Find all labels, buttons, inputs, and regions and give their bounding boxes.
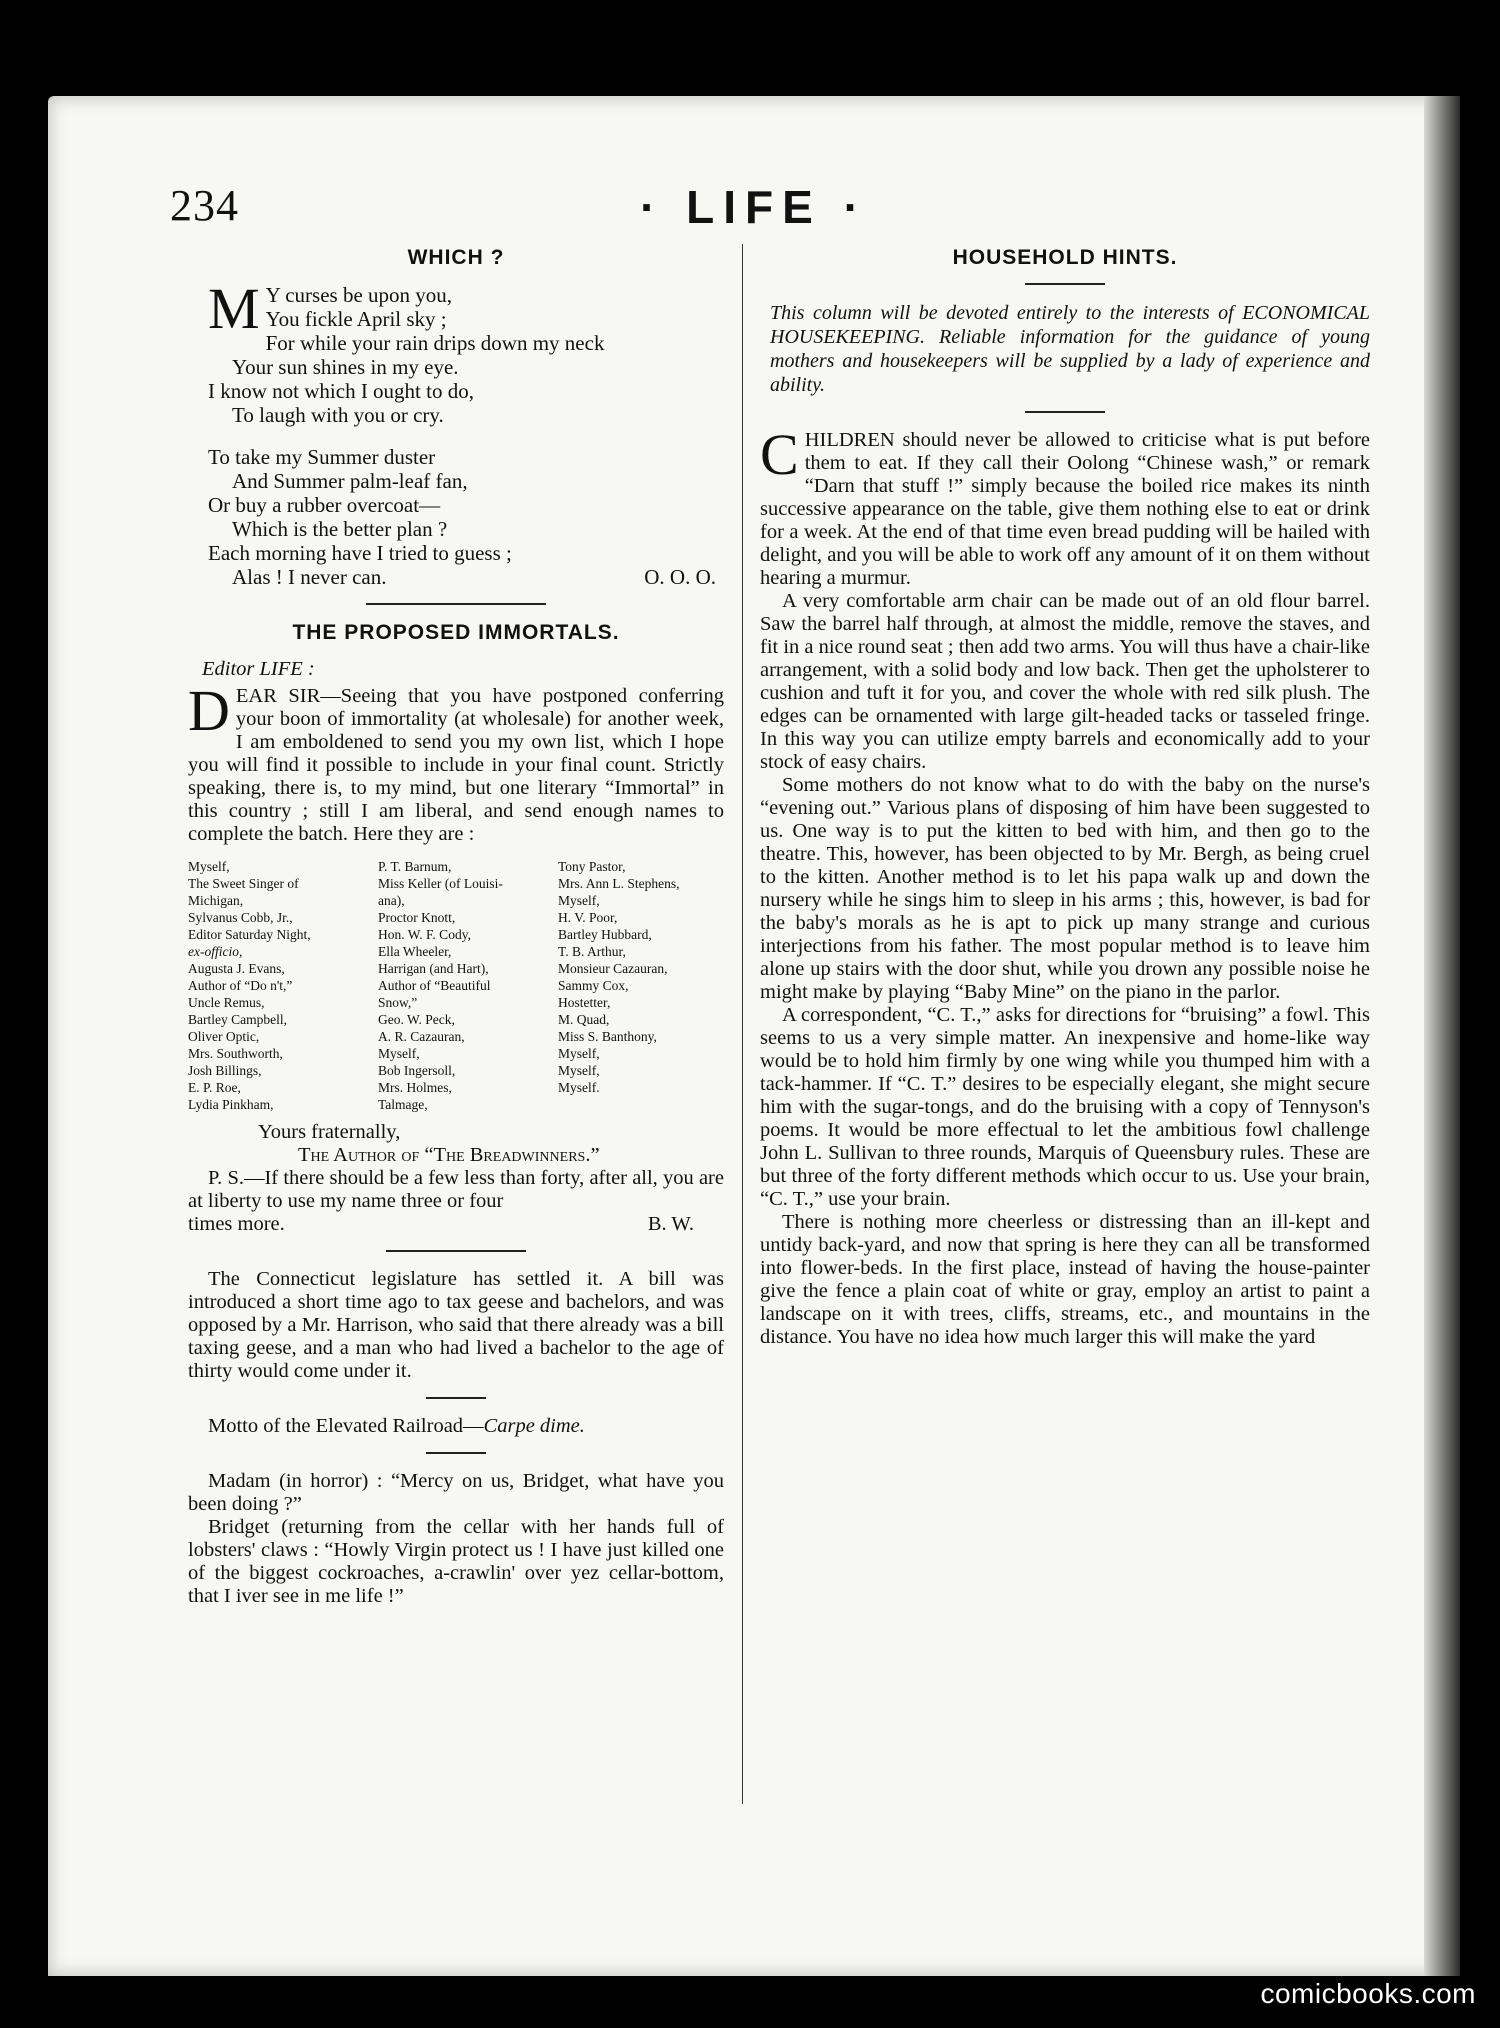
name-entry: Uncle Remus, <box>188 995 265 1010</box>
drop-cap: C <box>760 422 799 487</box>
motto-text: Motto of the Elevated Railroad— <box>208 1415 484 1437</box>
name-entry: Mrs. Ann L. Stephens, <box>558 876 680 891</box>
name-entry: Myself, <box>188 859 230 874</box>
bridget-paragraph: Bridget (returning from the cellar with her hands full of lobsters' claws : “Howly Virgin protect us ! I have just killed one of the biggest cockroaches, a-crawlin' over yez cellar-bottom, that I iver see in me life !” <box>188 1516 724 1607</box>
section-rule <box>426 1452 486 1454</box>
poem-line: And Summer palm-leaf fan, <box>232 469 468 493</box>
name-entry: Myself, <box>378 1046 420 1061</box>
names-column-3 <box>558 858 724 1113</box>
name-entry: Hostetter, <box>558 995 611 1010</box>
right-column <box>760 246 1370 1349</box>
immortals-article <box>188 621 724 1236</box>
letter-body <box>188 678 724 846</box>
name-entry: Miss Keller (of Louisi- <box>378 876 503 891</box>
section-rule <box>426 1397 486 1399</box>
name-entry: P. T. Barnum, <box>378 859 452 874</box>
name-entry: The Sweet Singer of <box>188 876 299 891</box>
poem-last-line <box>208 565 724 589</box>
which-title: WHICH ? <box>407 246 505 269</box>
salutation: Editor LIFE : <box>202 658 315 680</box>
column-divider <box>742 244 743 1804</box>
name-entry: ex-officio, <box>188 944 243 959</box>
letter-closing: Yours fraternally, <box>258 1121 401 1143</box>
name-entry: Tony Pastor, <box>558 859 626 874</box>
poem-line: To laugh with you or cry. <box>232 403 444 427</box>
which-poem <box>188 246 724 589</box>
name-entry: Sammy Cox, <box>558 978 629 993</box>
watermark: comicbooks.com <box>1260 1978 1476 2009</box>
name-entry: Bartley Hubbard, <box>558 927 652 942</box>
poem-line: Each morning have I tried to guess ; <box>208 541 512 565</box>
name-entry: Myself, <box>558 1063 600 1078</box>
name-entry: Myself, <box>558 1046 600 1061</box>
name-entry: Michigan, <box>188 893 244 908</box>
postscript-last-line: times more. <box>188 1213 285 1235</box>
name-entry: Oliver Optic, <box>188 1029 260 1044</box>
name-entry: Myself. <box>558 1080 600 1095</box>
motto-line <box>188 1415 724 1438</box>
left-column <box>188 246 724 1608</box>
name-entry: Talmage, <box>378 1097 428 1112</box>
motto-latin: Carpe dime. <box>483 1415 585 1437</box>
magazine-page <box>48 96 1460 1976</box>
page-number: 234 <box>170 181 239 230</box>
postscript: P. S.—If there should be a few less than forty, after all, you are at liberty to use my name three or four <box>188 1167 724 1212</box>
name-entry: T. B. Arthur, <box>558 944 626 959</box>
name-entry: E. P. Roe, <box>188 1080 241 1095</box>
name-entry: Augusta J. Evans, <box>188 961 285 976</box>
name-entry: A. R. Cazauran, <box>378 1029 465 1044</box>
names-column-1 <box>188 858 378 1113</box>
page-gutter <box>1424 96 1460 1976</box>
section-rule <box>1025 411 1105 413</box>
name-entry: Editor Saturday Night, <box>188 927 311 942</box>
section-rule <box>1025 283 1105 285</box>
stanza-1 <box>208 276 724 427</box>
column-intro: This column will be devoted entirely to the interests of ECONOMICAL HOUSEKEEPING. Reliable information for the guidance of young mothers and housekeepers will be supplied by a lady of experience and ability. <box>770 302 1370 396</box>
name-entry: Snow,” <box>378 995 418 1010</box>
section-rule <box>386 1250 526 1252</box>
hint-paragraph: There is nothing more cheerless or distressing than an ill-kept and untidy back-yard, and now that spring is here they can all be transformed into flower-beds. In the first place, instead of having the house-painter give the fence a plain coat of white or gray, employ an artist to paint a landscape on it with trees, cliffs, streams, etc., and mountains in the distance. You have no idea how much larger this will make the yard <box>760 1211 1370 1348</box>
hint-paragraph: A very comfortable arm chair can be made out of an old flour barrel. Saw the barrel half through, at almost the middle, remove the staves, and fit in a nice round seat ; then add two arms. You will thus have a chair-like arrangement, with a solid body and low back. Then get the upholsterer to cushion and tuft it for you, and cover the whole with red silk plush. The edges can be ornamented with large gilt-headed tacks or tasseled fringe. In this way you can utilize empty barrels and economically add to your stock of easy chairs. <box>760 590 1370 773</box>
poem-body <box>208 276 724 589</box>
name-entry: M. Quad, <box>558 1012 610 1027</box>
poem-line: Y curses be upon you, <box>265 283 453 307</box>
poem-signature: O. O. O. <box>644 565 716 589</box>
name-entry: Hon. W. F. Cody, <box>378 927 471 942</box>
name-entry: Author of “Do n't,” <box>188 978 293 993</box>
name-entry: Harrigan (and Hart), <box>378 961 489 976</box>
name-entry: Lydia Pinkham, <box>188 1097 274 1112</box>
letter-author: The Author of “The Breadwinners.” <box>298 1144 600 1166</box>
poem-line: Which is the better plan ? <box>232 517 448 541</box>
hint-text: HILDREN should never be allowed to criticise what is put before them to eat. If they call their Oolong “Chinese wash,” or remark “Darn that stuff !” simply because the boiled rice makes its ninth successive appearance on the table, give them nothing else to eat or drink for a week. At the end of that time even bread pudding will be hailed with delight, and you will be able to work off any amount of it on them without hearing a murmur. <box>760 429 1370 589</box>
drop-cap: D <box>188 678 230 743</box>
stanza-2 <box>208 445 724 589</box>
section-rule <box>366 603 546 605</box>
postscript-signature: B. W. <box>647 1213 694 1235</box>
immortals-title: THE PROPOSED IMMORTALS. <box>292 621 620 644</box>
hint-paragraph: A correspondent, “C. T.,” asks for directions for “bruising” a fowl. This seems to us a very simple matter. An inexpensive and home-like way would be to hold him firmly by one wing while you thumped him with a tack-hammer. If “C. T.” desires to be especially elegant, she might secure him with the sugar-tongs, and do the bruising with a copy of Tennyson's poems. It would be more effectual to let the ambitious fowl challenge John L. Sullivan to three rounds, Marquis of Queensbury rules. These are but three of the forty different methods which occur to us. Use your brain, “C. T.,” use your brain. <box>760 1004 1370 1210</box>
hint-paragraph <box>760 422 1370 590</box>
name-entry: Mrs. Holmes, <box>378 1080 452 1095</box>
postscript-end <box>188 1213 724 1236</box>
name-entry: Bartley Campbell, <box>188 1012 287 1027</box>
poem-line: For while your rain drips down my neck <box>265 331 605 355</box>
connecticut-paragraph: The Connecticut legislature has settled it. A bill was introduced a short time ago to tax geese and bachelors, and was opposed by a Mr. Harrison, who said that there already was a bill taxing geese, and a man who had lived a bachelor to the age of thirty would come under it. <box>188 1268 724 1382</box>
name-entry: Josh Billings, <box>188 1063 262 1078</box>
names-column-2 <box>378 858 558 1113</box>
masthead-title: · LIFE · <box>640 181 868 233</box>
name-entry: Myself, <box>558 893 600 908</box>
hint-paragraph: Some mothers do not know what to do with the baby on the nurse's “evening out.” Various plans of disposing of him have been suggested to us. One way is to put the kitten to bed with him, and then go to the theatre. This, however, has been objected to by Mr. Bergh, as being cruel to the kitten. Another method is to let his papa walk up and down the nursery while he sings him to sleep in his arms ; this, however, is bad for the baby's morals as he is apt to pick up many strange and curious interjections from his father. The most popular method is to leave him alone up stairs with the door shut, while you drown any possible noise he might make by playing “Baby Mine” on the piano in the parlor. <box>760 774 1370 1003</box>
name-entry: ana), <box>378 893 405 908</box>
poem-line: Alas ! I never can. <box>232 565 387 589</box>
household-hints-title: HOUSEHOLD HINTS. <box>952 246 1178 269</box>
madam-paragraph: Madam (in horror) : “Mercy on us, Bridget, what have you been doing ?” <box>188 1470 724 1515</box>
name-entry: Sylvanus Cobb, Jr., <box>188 910 293 925</box>
drop-cap: M <box>208 276 260 341</box>
name-entry: Bob Ingersoll, <box>378 1063 456 1078</box>
name-entry: Author of “Beautiful <box>378 978 491 993</box>
name-entry: Monsieur Cazauran, <box>558 961 668 976</box>
name-entry: Mrs. Southworth, <box>188 1046 283 1061</box>
poem-line: To take my Summer duster <box>208 445 436 469</box>
poem-line: I know not which I ought to do, <box>208 379 474 403</box>
name-entry: Proctor Knott, <box>378 910 456 925</box>
poem-line: Or buy a rubber overcoat— <box>208 493 441 517</box>
poem-line: You fickle April sky ; <box>265 307 447 331</box>
name-entry: Ella Wheeler, <box>378 944 452 959</box>
poem-line: Your sun shines in my eye. <box>232 355 459 379</box>
name-entry: Geo. W. Peck, <box>378 1012 455 1027</box>
letter-text: EAR SIR—Seeing that you have postponed conferring your boon of immortality (at wholesale) for another week, I am emboldened to send you my own list, which I hope you will find it possible to include in your final count. Strictly speaking, there is, to my mind, but one literary “Immortal” in this country ; still I am liberal, and send enough names to complete the batch. Here they are : <box>188 685 724 845</box>
names-list <box>188 858 724 1113</box>
name-entry: Miss S. Banthony, <box>558 1029 657 1044</box>
name-entry: H. V. Poor, <box>558 910 618 925</box>
